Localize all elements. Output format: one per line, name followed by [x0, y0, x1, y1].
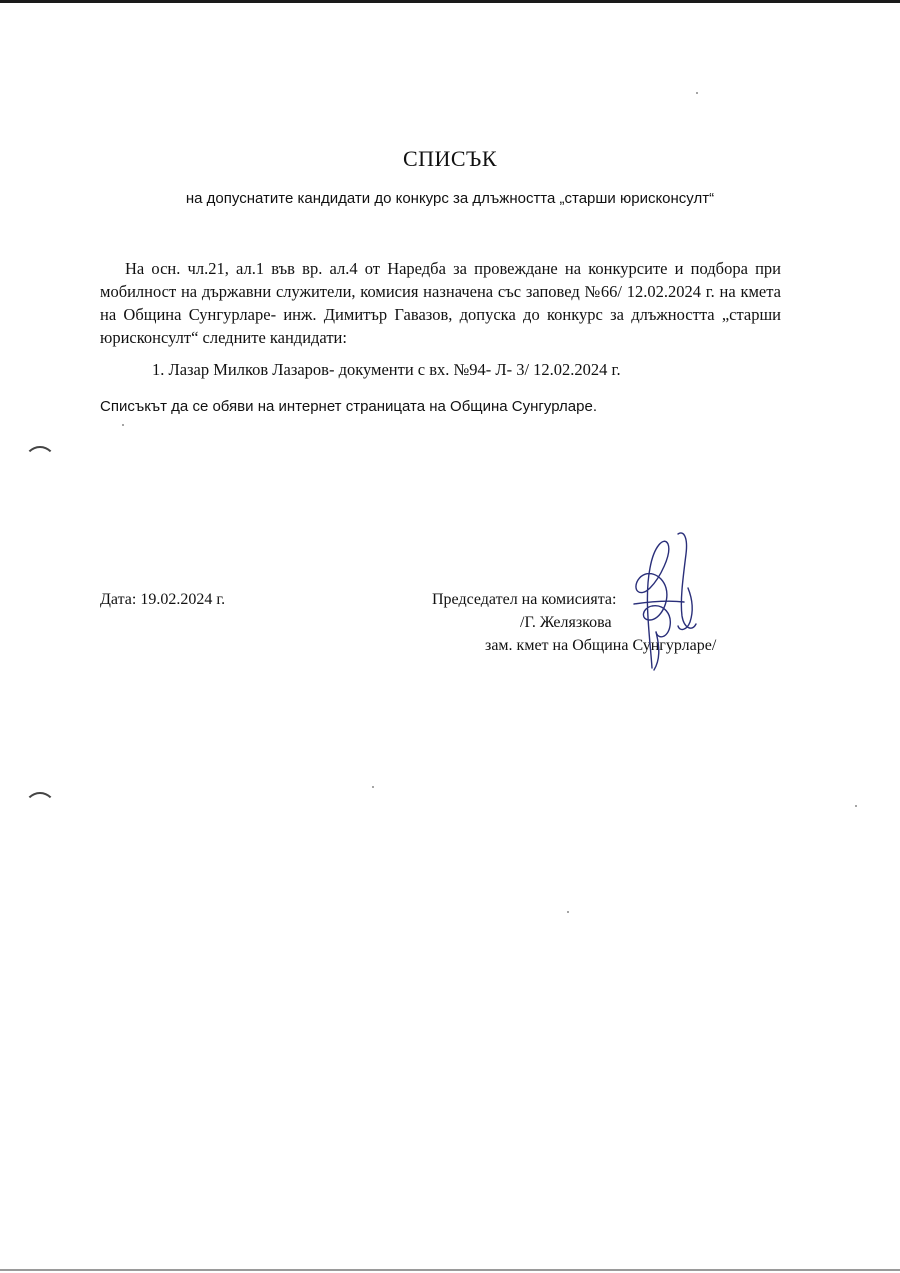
announcement-line: Списъкът да се обяви на интернет страницата на Община Сунгурларе.: [100, 398, 597, 415]
candidate-list-item: 1. Лазар Милков Лазаров- документи с вх. №94- Л- 3/ 12.02.2024 г.: [152, 360, 621, 379]
punch-hole-mark: [24, 792, 56, 824]
scan-speck: [696, 92, 698, 94]
scan-bottom-edge: [0, 1269, 900, 1271]
punch-hole-mark: [24, 446, 56, 478]
scan-speck: [567, 911, 569, 913]
document-body-paragraph: На осн. чл.21, ал.1 във вр. ал.4 от Наредба за провеждане на конкурсите и подбора при мобилност на държавни служители, комисия назначена със заповед №66/ 12.02.2024 г. на кмета на Община Сунгурларе- инж. Димитър Гавазов, допуска до конкурс за длъжността „старши юрисконсулт“ следните кандидати:: [100, 259, 781, 347]
document-subtitle: на допуснатите кандидати до конкурс за длъжността „старши юрисконсулт“: [185, 190, 715, 207]
chair-name: /Г. Желязкова: [520, 614, 612, 631]
scan-top-edge: [0, 0, 900, 3]
handwritten-signature: [620, 528, 710, 673]
scan-speck: [372, 786, 374, 788]
scan-speck: [855, 805, 857, 807]
document-date: Дата: 19.02.2024 г.: [100, 591, 226, 608]
chair-title: Председател на комисията:: [432, 591, 617, 608]
document-title: СПИСЪК: [402, 146, 498, 171]
chair-role: зам. кмет на Община Сунгурларе/: [485, 637, 717, 654]
scan-speck: [122, 424, 124, 426]
